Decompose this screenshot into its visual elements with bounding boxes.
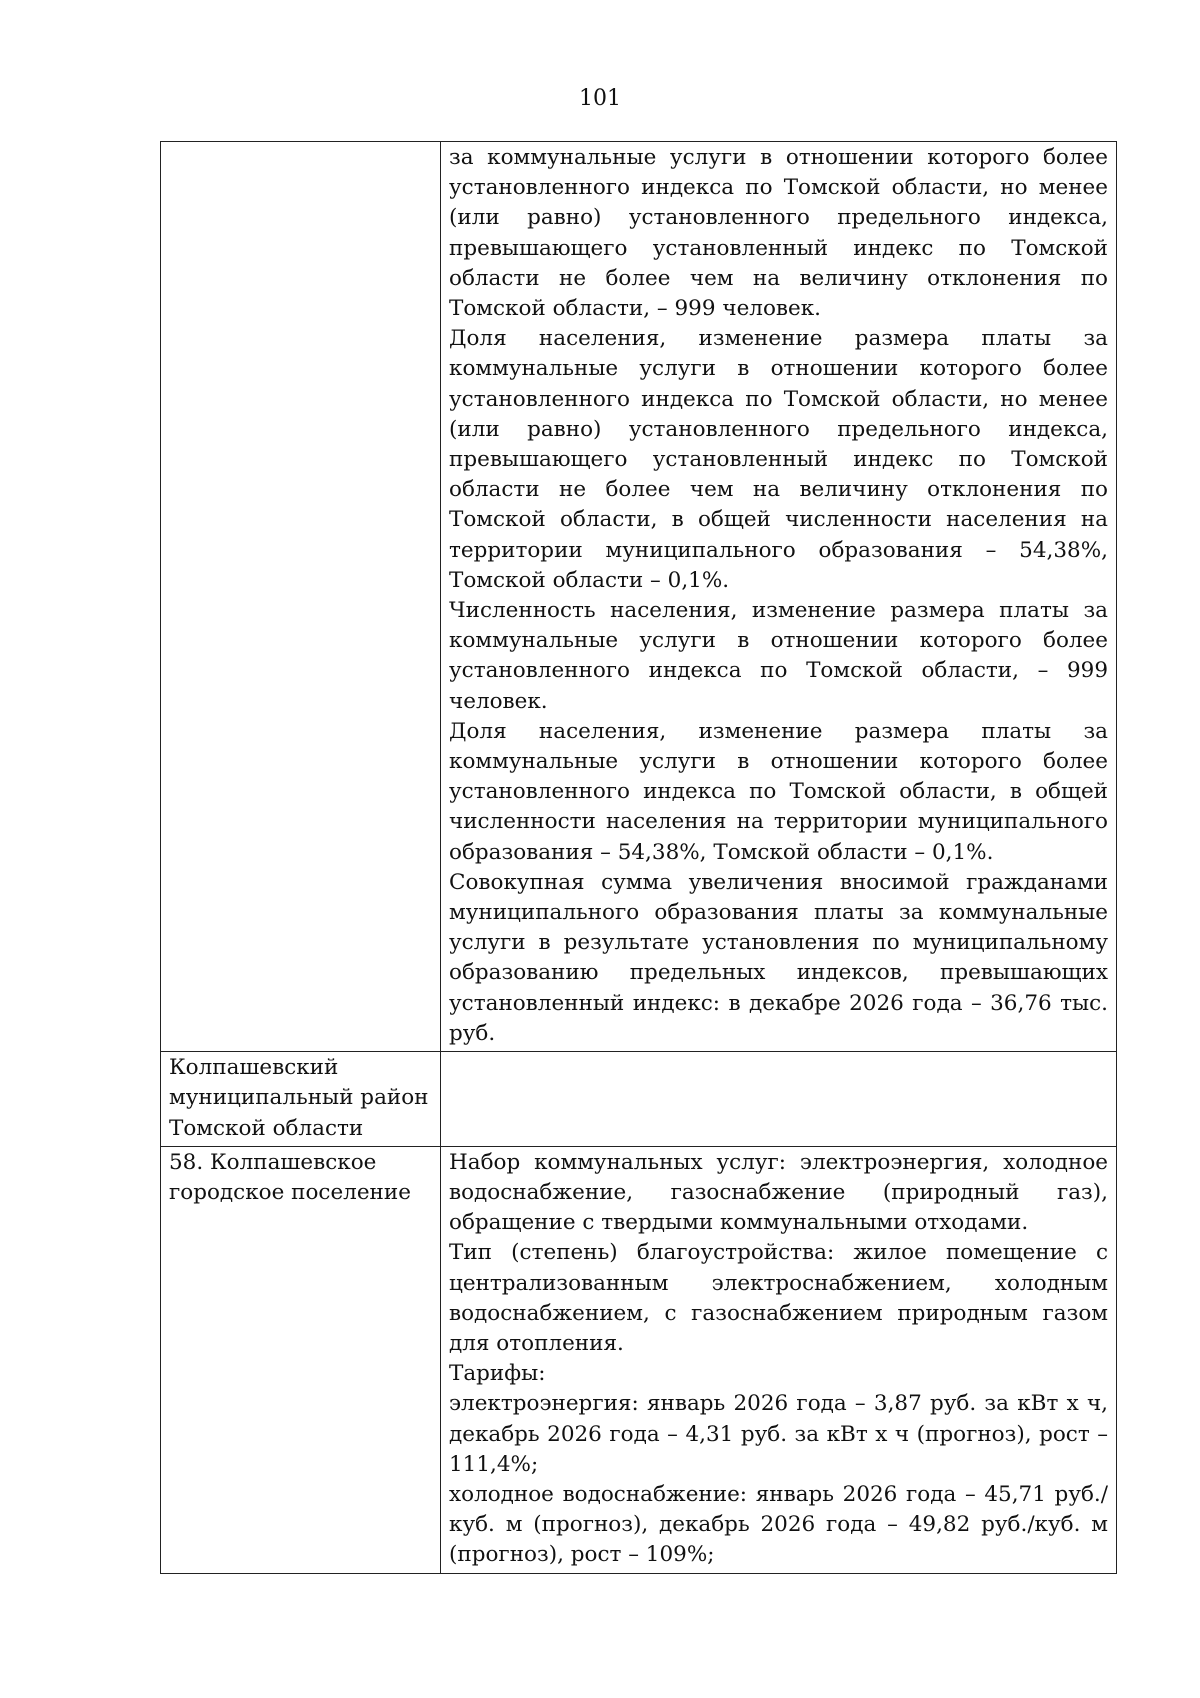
table-cell-left xyxy=(161,142,441,1052)
row-label-line: 58. Колпашевское xyxy=(169,1149,377,1175)
paragraph: Доля населения, изменение размера платы за коммунальные услуги в отношении которого более установленного индекса по Томской области, но менее (или равно) установленного предельного индекса, превышающего установленный индекс по Томской области не более чем на величину отклонения по Томской области, в общей численности населения на территории муниципального образования – 54,38%, Томской области – 0,1%. xyxy=(449,326,1108,593)
table-cell-left xyxy=(161,1052,441,1147)
row-label-line: городское поселение xyxy=(169,1179,411,1205)
table-row xyxy=(161,1146,1117,1573)
paragraph: Доля населения, изменение размера платы за коммунальные услуги в отношении которого более установленного индекса по Томской области, в общей численности населения на территории муниципального образования – 54,38%, Томской области – 0,1%. xyxy=(449,718,1108,865)
table-cell-right xyxy=(441,1052,1117,1147)
row-label-line: муниципальный район xyxy=(169,1085,429,1111)
table-row xyxy=(161,142,1117,1052)
paragraph: Набор коммунальных услуг: электроэнергия, холодное водоснабжение, газоснабжение (природный газ), обращение с твердыми коммунальными отходами. xyxy=(449,1149,1108,1236)
paragraph: электроэнергия: январь 2026 года – 3,87 руб. за кВт х ч, декабрь 2026 года – 4,31 руб. за кВт х ч (прогноз), рост – 111,4%; xyxy=(449,1391,1108,1477)
table-row xyxy=(161,1052,1117,1147)
row-label-line: Томской области xyxy=(169,1115,364,1141)
table-cell-right xyxy=(441,1146,1117,1573)
data-table xyxy=(160,141,1117,1574)
paragraph: Тарифы: xyxy=(449,1361,546,1387)
page-number: 101 xyxy=(579,86,621,111)
paragraph: за коммунальные услуги в отношении которого более установленного индекса по Томской области, но менее (или равно) установленного предельного индекса, превышающего установленный индекс по Томской области не более чем на величину отклонения по Томской области, – 999 человек. xyxy=(449,145,1108,322)
paragraph: Численность населения, изменение размера платы за коммунальные услуги в отношении которого более установленного индекса по Томской области, – 999 человек. xyxy=(449,598,1108,714)
paragraph: Совокупная сумма увеличения вносимой гражданами муниципального образования платы за коммунальные услуги в результате установления по муниципальному образованию предельных индексов, превышающих установленный индекс: в декабре 2026 года – 36,76 тыс. руб. xyxy=(449,869,1108,1046)
row-label-line: Колпашевский xyxy=(169,1055,339,1081)
table-cell-left xyxy=(161,1146,441,1573)
paragraph: Тип (степень) благоустройства: жилое помещение с централизованным электроснабжением, холодным водоснабжением, с газоснабжением природным газом для отопления. xyxy=(449,1240,1108,1356)
paragraph: холодное водоснабжение: январь 2026 года – 45,71 руб./куб. м (прогноз), декабрь 2026 года – 49,82 руб./куб. м (прогноз), рост – 109%; xyxy=(449,1481,1108,1568)
table-cell-right xyxy=(441,142,1117,1052)
